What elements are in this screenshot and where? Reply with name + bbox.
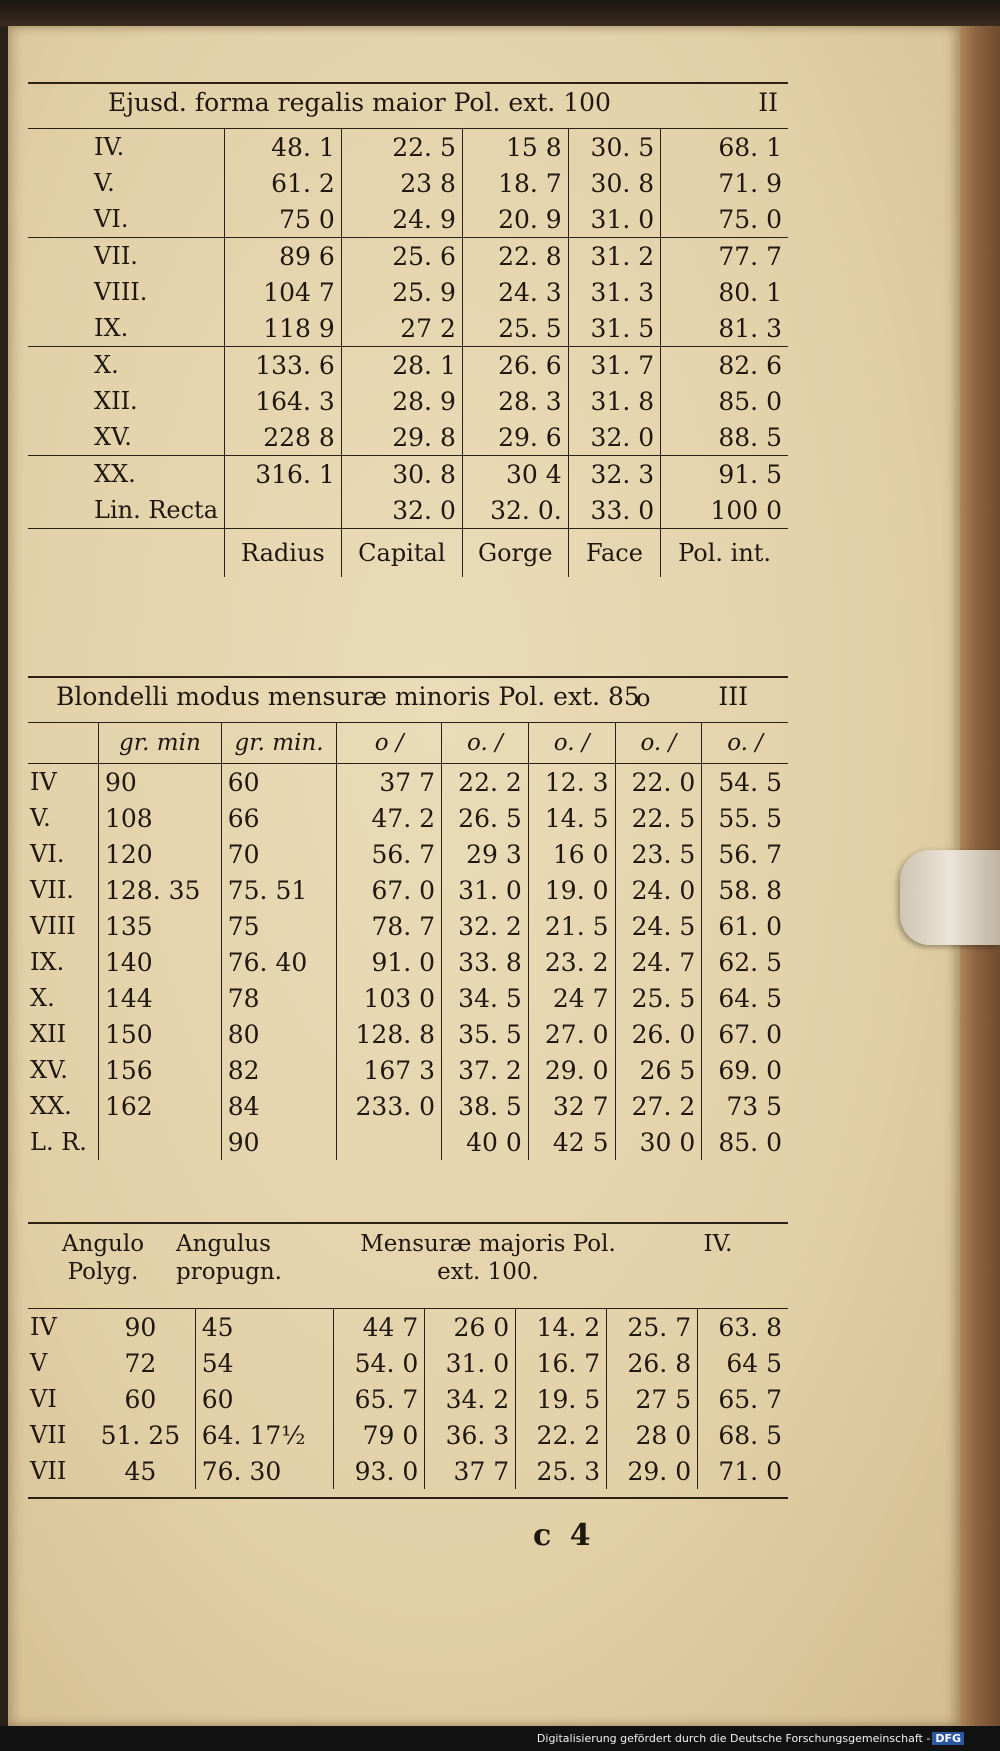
table-cell: 66 [221,800,337,836]
row-label: IX. [30,948,65,976]
row-label: VII [30,1421,67,1449]
table-cell: 167 3 [337,1052,442,1088]
table-cell: 58. 8 [702,872,788,908]
table-cell: 37. 2 [442,1052,529,1088]
table-cell: 90 [221,1124,337,1160]
table-cell: 26. 6 [462,347,568,384]
table-cell [337,1124,442,1160]
table-cell: 70 [221,836,337,872]
table-cell: 24. 5 [615,908,702,944]
table-cell: 31. 3 [568,274,660,310]
table-cell: 63. 8 [698,1309,788,1345]
table-cell: 91. 5 [661,456,788,493]
table-row [28,980,788,1016]
table-cell: 26. 8 [607,1345,698,1381]
row-label: VIII. [94,278,148,306]
table-cell: 37 7 [337,764,442,801]
table-cell: 20. 9 [462,201,568,238]
table-ii-title: Ejusd. forma regalis maior Pol. ext. 100 [108,88,611,117]
table-cell: 29. 6 [462,419,568,456]
table-cell: 72 [124,1348,157,1378]
table-cell: 88. 5 [661,419,788,456]
table-cell: 128. 8 [337,1016,442,1052]
table-cell: 34. 2 [425,1381,516,1417]
table-cell: 30. 8 [341,456,462,493]
table-cell: 76. 30 [195,1453,334,1489]
row-label: L. R. [30,1128,87,1156]
table-cell: 91. 0 [337,944,442,980]
table-cell: 80. 1 [661,274,788,310]
table-cell: 79 0 [334,1417,425,1453]
table-cell: 54. 0 [334,1345,425,1381]
table-cell: 85. 0 [702,1124,788,1160]
row-label: IX. [94,314,129,342]
table-cell: 80 [221,1016,337,1052]
table-cell: 23. 5 [615,836,702,872]
row-label: VII [30,1457,67,1485]
table-cell: 22. 5 [341,129,462,165]
angle-polygon-header-line2: Polyg. [67,1259,139,1285]
table-cell: 32. 0. [462,492,568,529]
book-spine-top [0,0,1000,26]
table-cell: 29. 0 [528,1052,615,1088]
table-iv [28,1309,788,1489]
table-cell: 100 0 [661,492,788,529]
table-cell: 150 [99,1016,222,1052]
table-cell: 61. 0 [702,908,788,944]
table-cell: 30 4 [462,456,568,493]
table-row [28,129,788,165]
table-cell: 31. 0 [425,1345,516,1381]
table-cell: 29 3 [442,836,529,872]
table-row [28,419,788,456]
table-row [28,347,788,384]
column-caption: Gorge [462,529,568,578]
table-cell: 36. 3 [425,1417,516,1453]
table-cell: 26. 5 [442,800,529,836]
table-cell: 25. 5 [462,310,568,347]
table-cell: 22. 2 [516,1417,607,1453]
table-cell: 82 [221,1052,337,1088]
table-iv-section [28,1222,788,1499]
table-cell: 22. 2 [442,764,529,801]
table-row [28,274,788,310]
table-cell: 25. 7 [607,1309,698,1345]
table-cell: 54 [195,1345,334,1381]
unit-header: gr. min. [221,723,337,764]
table-cell: 22. 8 [462,238,568,275]
table-cell: 30. 5 [568,129,660,165]
table-cell: 76. 40 [221,944,337,980]
table-cell: 78. 7 [337,908,442,944]
table-cell: 133. 6 [225,347,342,384]
table-row [28,1052,788,1088]
table-cell: 316. 1 [225,456,342,493]
table-cell [225,492,342,529]
table-row [28,492,788,529]
table-row [28,310,788,347]
unit-header: o. / [528,723,615,764]
table-cell: 104 7 [225,274,342,310]
table-cell: 89 6 [225,238,342,275]
table-cell: 90 [124,1312,157,1342]
table-cell: 24. 0 [615,872,702,908]
table-cell: 31. 5 [568,310,660,347]
row-label: VI. [30,840,65,868]
table-cell: 25. 9 [341,274,462,310]
row-label: Lin. Recta [94,496,218,524]
table-cell: 85. 0 [661,383,788,419]
table-cell: 56. 7 [702,836,788,872]
table-cell: 22. 5 [615,800,702,836]
row-label: VIII [30,912,76,940]
table-cell: 27 5 [607,1381,698,1417]
table-cell: 82. 6 [661,347,788,384]
table-cell: 75. 51 [221,872,337,908]
table-iii-number: III [718,682,748,711]
unit-header: o. / [702,723,788,764]
dfg-logo: DFG [932,1732,964,1745]
table-row [28,1417,788,1453]
table-cell: 135 [99,908,222,944]
table-cell: 65. 7 [698,1381,788,1417]
scan-footer [537,1732,964,1745]
table-cell: 28 0 [607,1417,698,1453]
table-cell: 68. 1 [661,129,788,165]
table-cell: 31. 8 [568,383,660,419]
table-cell: 62. 5 [702,944,788,980]
table-cell: 35. 5 [442,1016,529,1052]
table-iii-header [28,678,788,722]
table-cell: 93. 0 [334,1453,425,1489]
table-cell [99,1124,222,1160]
table-row [28,383,788,419]
table-cell: 75. 0 [661,201,788,238]
row-label: IV [30,768,57,796]
row-label: V [30,1349,48,1377]
table-cell: 40 0 [442,1124,529,1160]
table-cell: 67. 0 [337,872,442,908]
table-cell: 73 5 [702,1088,788,1124]
table-cell: 47. 2 [337,800,442,836]
table-cell: 64. 17½ [195,1417,334,1453]
table-cell: 78 [221,980,337,1016]
row-label: IV. [94,133,125,161]
table-cell: 14. 2 [516,1309,607,1345]
table-ii [28,129,788,577]
table-cell: 77. 7 [661,238,788,275]
table-cell: 56. 7 [337,836,442,872]
row-label: VI [30,1385,57,1413]
table-cell: 27. 0 [528,1016,615,1052]
column-caption: Capital [341,529,462,578]
section-mark: o [636,684,651,712]
table-ii-section [28,82,788,577]
table-row [28,456,788,493]
table-cell: 38. 5 [442,1088,529,1124]
table-cell: 24. 3 [462,274,568,310]
table-cell: 44 7 [334,1309,425,1345]
table-cell: 34. 5 [442,980,529,1016]
table-row [28,165,788,201]
table-cell: 65. 7 [334,1381,425,1417]
table-row [28,1016,788,1052]
table-iv-header [28,1224,788,1308]
signature-mark: c 4 [533,1518,595,1553]
table-cell: 71. 0 [698,1453,788,1489]
table-cell: 19. 0 [528,872,615,908]
table-cell: 28. 3 [462,383,568,419]
table-cell: 54. 5 [702,764,788,801]
table-cell: 25. 3 [516,1453,607,1489]
table-cell: 81. 3 [661,310,788,347]
table-cell: 164. 3 [225,383,342,419]
table-cell: 31. 7 [568,347,660,384]
column-caption: Pol. int. [661,529,788,578]
table-cell: 30 0 [615,1124,702,1160]
table-cell: 45 [124,1456,157,1486]
table-cell: 25. 6 [341,238,462,275]
table-cell: 48. 1 [225,129,342,165]
table-cell: 24 7 [528,980,615,1016]
table-cell: 75 [221,908,337,944]
table-cell: 60 [221,764,337,801]
table-cell: 64 5 [698,1345,788,1381]
table-row [28,944,788,980]
table-iii-title: Blondelli modus mensuræ minoris Pol. ext. 85 [56,682,640,711]
table-cell: 103 0 [337,980,442,1016]
table-cell: 31. 0 [568,201,660,238]
caption-row [28,529,788,578]
table-cell: 26 5 [615,1052,702,1088]
row-label: V. [30,804,51,832]
book-page [8,26,960,1726]
table-cell: 118 9 [225,310,342,347]
table-cell: 32. 0 [568,419,660,456]
table-cell: 32. 3 [568,456,660,493]
table-cell: 144 [99,980,222,1016]
angle-bastion-header-line1: Angulus [176,1231,271,1257]
table-row [28,1309,788,1345]
table-cell: 51. 25 [100,1420,181,1450]
table-cell: 12. 3 [528,764,615,801]
footer-text: Digitalisierung gefördert durch die Deutsche Forschungsgemeinschaft - [536,1732,931,1745]
table-iv-title-line1: Mensuræ majoris Pol. [360,1231,616,1257]
table-cell: 18. 7 [462,165,568,201]
table-cell: 15 8 [462,129,568,165]
bookmark-clip [900,850,1000,945]
angle-bastion-header-line2: propugn. [176,1259,282,1285]
table-cell: 68. 5 [698,1417,788,1453]
units-row [28,723,788,764]
row-label: XX. [28,456,225,493]
table-cell: 16 0 [528,836,615,872]
row-label: IV [30,1313,57,1341]
row-label: X. [30,984,55,1012]
table-cell: 29. 8 [341,419,462,456]
column-caption: Radius [225,529,342,578]
table-cell: 33. 0 [568,492,660,529]
unit-header: o. / [615,723,702,764]
table-cell: 140 [99,944,222,980]
table-cell: 29. 0 [607,1453,698,1489]
table-cell: 67. 0 [702,1016,788,1052]
table-cell: 37 7 [425,1453,516,1489]
row-label: X. [28,347,225,384]
row-label: XX. [30,1092,72,1120]
row-label: VI. [94,205,129,233]
table-row [28,836,788,872]
table-cell: 16. 7 [516,1345,607,1381]
table-cell: 27 2 [341,310,462,347]
table-cell: 32 7 [528,1088,615,1124]
table-cell: 45 [195,1309,334,1345]
table-cell: 24. 9 [341,201,462,238]
table-row [28,908,788,944]
column-caption: Face [568,529,660,578]
table-cell: 60 [195,1381,334,1417]
unit-header: gr. min [99,723,222,764]
table-iii [28,723,788,1160]
table-cell: 90 [99,764,222,801]
table-row [28,872,788,908]
table-cell: 32. 2 [442,908,529,944]
table-row [28,1088,788,1124]
table-cell: 24. 7 [615,944,702,980]
table-ii-number: II [758,88,778,117]
table-cell: 25. 5 [615,980,702,1016]
unit-header: o / [337,723,442,764]
table-row [28,201,788,238]
table-ii-header [28,84,788,128]
table-cell: 22. 0 [615,764,702,801]
table-cell: 64. 5 [702,980,788,1016]
table-row [28,1381,788,1417]
table-cell: 14. 5 [528,800,615,836]
table-cell: 156 [99,1052,222,1088]
row-label: XII. [94,387,138,415]
table-cell: 30. 8 [568,165,660,201]
table-cell: 19. 5 [516,1381,607,1417]
angle-polygon-header-line1: Angulo [61,1231,145,1257]
table-cell: 55. 5 [702,800,788,836]
row-label: VII. [28,238,225,275]
table-cell: 28. 1 [341,347,462,384]
row-label: VII. [30,876,74,904]
table-cell: 23 8 [341,165,462,201]
table-cell: 75 0 [225,201,342,238]
table-iv-number: IV. [703,1231,733,1257]
table-cell: 162 [99,1088,222,1124]
table-cell: 84 [221,1088,337,1124]
table-iii-section [28,676,788,1160]
table-cell: 60 [124,1384,157,1414]
table-cell: 28. 9 [341,383,462,419]
table-cell: 228 8 [225,419,342,456]
table-cell: 120 [99,836,222,872]
table-row [28,1124,788,1160]
row-label: XII [30,1020,67,1048]
table-row [28,1345,788,1381]
table-cell: 26. 0 [615,1016,702,1052]
table-cell: 26 0 [425,1309,516,1345]
unit-header: o. / [442,723,529,764]
table-cell: 31. 0 [442,872,529,908]
table-row [28,764,788,801]
table-cell: 21. 5 [528,908,615,944]
table-cell: 32. 0 [341,492,462,529]
table-cell: 31. 2 [568,238,660,275]
table-cell: 69. 0 [702,1052,788,1088]
row-label: XV. [94,423,132,451]
table-cell: 128. 35 [99,872,222,908]
table-cell: 33. 8 [442,944,529,980]
table-cell: 27. 2 [615,1088,702,1124]
row-label: XV. [30,1056,68,1084]
table-cell: 23. 2 [528,944,615,980]
table-cell: 42 5 [528,1124,615,1160]
table-row [28,238,788,275]
row-label: V. [94,169,115,197]
table-row [28,1453,788,1489]
table-cell: 108 [99,800,222,836]
table-cell: 71. 9 [661,165,788,201]
table-cell: 233. 0 [337,1088,442,1124]
table-iv-title-line2: ext. 100. [437,1259,539,1285]
table-cell: 61. 2 [225,165,342,201]
table-row [28,800,788,836]
